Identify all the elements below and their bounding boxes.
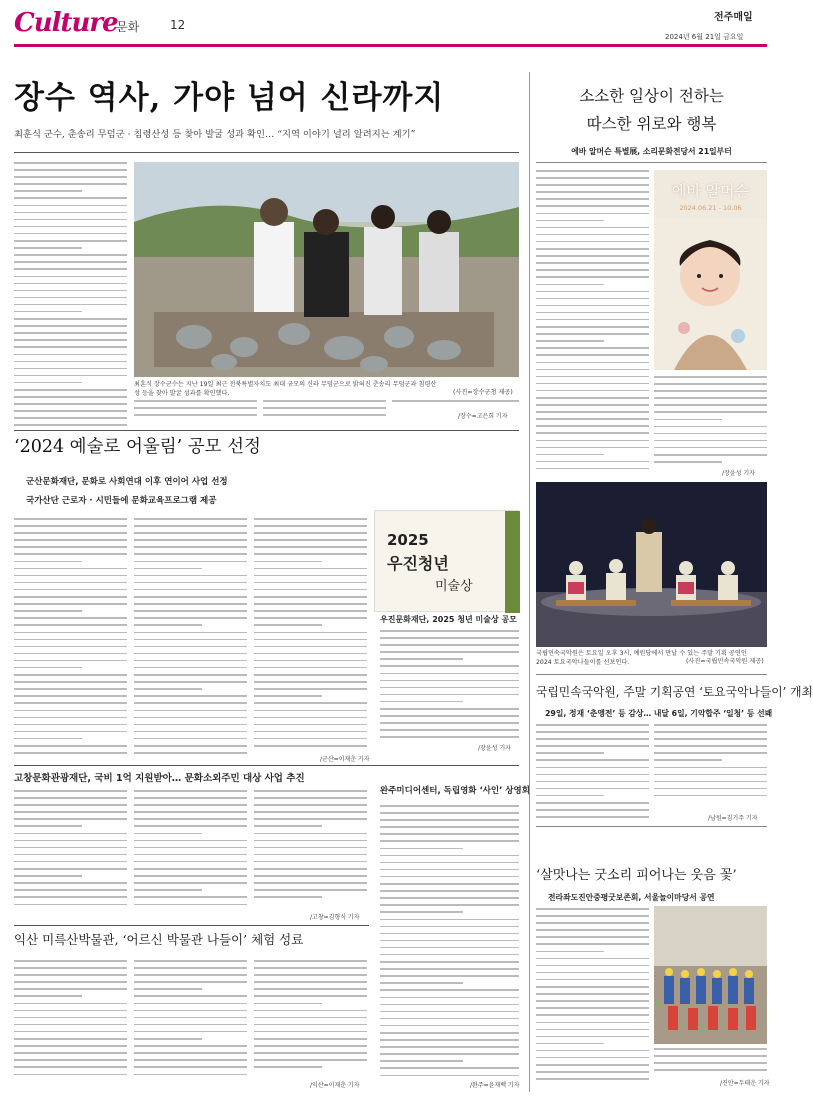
masthead-rule [14,44,767,47]
column-divider [529,72,530,1092]
lead-headline: 장수 역사, 가야 넘어 신라까지 [14,80,445,116]
gugak-performance-illustration [536,482,767,647]
gut-rule-top [536,826,767,827]
youth-byline: /장윤성 기자 [478,745,511,752]
contest-byline: /군산=이재춘 기자 [320,756,370,763]
gut-headline: ‘살맛나는 굿소리 피어나는 웃음 꽃’ [536,868,737,883]
contest-body-col2 [134,518,247,758]
lead-body-col1 [14,162,127,428]
youth-poster-band [505,511,520,613]
page-number: 12 [170,18,186,32]
gut-subheadline: 전라좌도진안중평굿보존회, 서울놀이마당서 공연 [548,893,715,902]
lead-body-col3 [263,400,386,424]
gochang-body-col1 [14,790,127,915]
contest-body-col1 [14,518,127,758]
mireuk-rule-top [14,925,369,926]
contest-subhead-1: 군산문화재단, 문화로 사회연대 이후 연이어 사업 선정 [26,477,228,487]
gugak-byline: /남원=김기주 기자 [708,815,758,822]
wanju-byline: /완주=윤재백 기자 [470,1082,520,1089]
eba-rule [536,162,767,163]
eba-poster-illustration [654,218,767,370]
gochang-body-col3 [254,790,367,910]
lead-photo [134,162,519,377]
wanju-headline: 완주미디어센터, 독립영화 ‘사인’ 상영회 [380,786,530,796]
excavation-photo-illustration [134,162,519,377]
eba-poster-title: 에바 알머슨 [671,182,750,200]
youth-poster [374,510,519,612]
youth-poster-art: 미술상 [435,579,473,594]
gugak-body-col1 [536,724,649,819]
mireuk-byline: /익산=이재춘 기자 [310,1082,360,1089]
wanju-rule-top [374,765,519,766]
mireuk-body-col3 [254,960,367,1080]
issue-date: 2024년 6월 21일 금요일 [665,33,744,41]
gochang-byline: /고창=김형식 기자 [310,914,360,921]
eba-byline: /장윤성 기자 [722,470,755,477]
contest-body-col3 [254,518,367,758]
gugak-caption: 국립민속국악원은 토요일 오후 3시, 예원당에서 만날 수 있는 주말 기획 공연인 2024 토요국악나들이를 선보인다. [536,650,747,666]
contest-headline: ‘2024 예술로 어울림’ 공모 선정 [14,437,261,457]
gugak-subheadline: 29일, 정재 ‘춘앵전’ 등 감상… 내달 6일, 기악합주 ‘일청’ 등 선봬 [545,709,773,718]
eba-title-line1: 소소한 일상이 전하는 [579,87,724,105]
wanju-body [380,805,519,1087]
gugak-caption-credit: (사진=국립민속국악원 제공) [686,658,764,665]
lead-rule [14,152,519,153]
section-name-en: Culture [14,8,118,38]
gut-photo [654,906,767,1044]
contest-subhead-2: 국가산단 근로자 · 시민들에 문화교육프로그램 제공 [26,496,217,506]
eba-subtitle: 에바 알머슨 특별展, 소리문화전당서 21일부터 [571,147,732,156]
youth-poster-title: 우진청년 [387,554,449,573]
youth-body [380,630,519,740]
gochang-headline: 고창문화관광재단, 국비 1억 지원받아… 문화소외주민 대상 사업 추진 [14,773,305,784]
mireuk-headline: 익산 미륵산박물관, ‘어르신 박물관 나들이’ 체험 성료 [14,932,304,947]
contest-rule-top [14,430,519,431]
mireuk-body-col2 [134,960,247,1085]
eba-poster-dates: 2024.06.21 - 10.06 [679,204,742,212]
gochang-body-col2 [134,790,247,915]
gugak-photo [536,482,767,647]
gut-group-illustration [654,906,767,1044]
lead-byline: /장수=고은희 기자 [458,413,508,420]
lead-photo-credit: (사진=장수군청 제공) [453,389,513,396]
gugak-body-col2 [654,724,767,804]
paper-name: 전주매일 [714,12,753,23]
lead-body-col2 [134,400,257,424]
eba-title-line2: 따스한 위로와 행복 [586,115,717,133]
gut-byline: /진안=두태운 기자 [720,1080,770,1087]
gut-body [536,908,649,1088]
mireuk-body-col1 [14,960,127,1085]
gugak-rule-top [536,674,767,675]
eba-poster [654,170,767,370]
lead-subheadline: 최훈식 군수, 춘송리 무덤군 · 침령산성 등 찾아 발굴 성과 확인… “지역 이야기 널리 알려지는 계기” [14,129,416,140]
lead-photo-caption: 최훈식 장수군수는 지난 19일 최근 전북특별자치도 최대 규모의 신라 무덤군으로 밝혀진 춘송리 무덤군과 침령산성 등을 찾아 발굴 성과를 확인했다. [134,381,437,397]
eba-body-col2 [654,376,767,476]
eba-body-col1 [536,170,649,475]
section-name-ko: 문화 [116,20,140,34]
youth-headline: 우진문화재단, 2025 청년 미술상 공모 [380,615,517,624]
youth-poster-year: 2025 [387,531,429,549]
gugak-headline: 국립민속국악원, 주말 기획공연 ‘토요국악나들이’ 개최 [536,685,813,699]
